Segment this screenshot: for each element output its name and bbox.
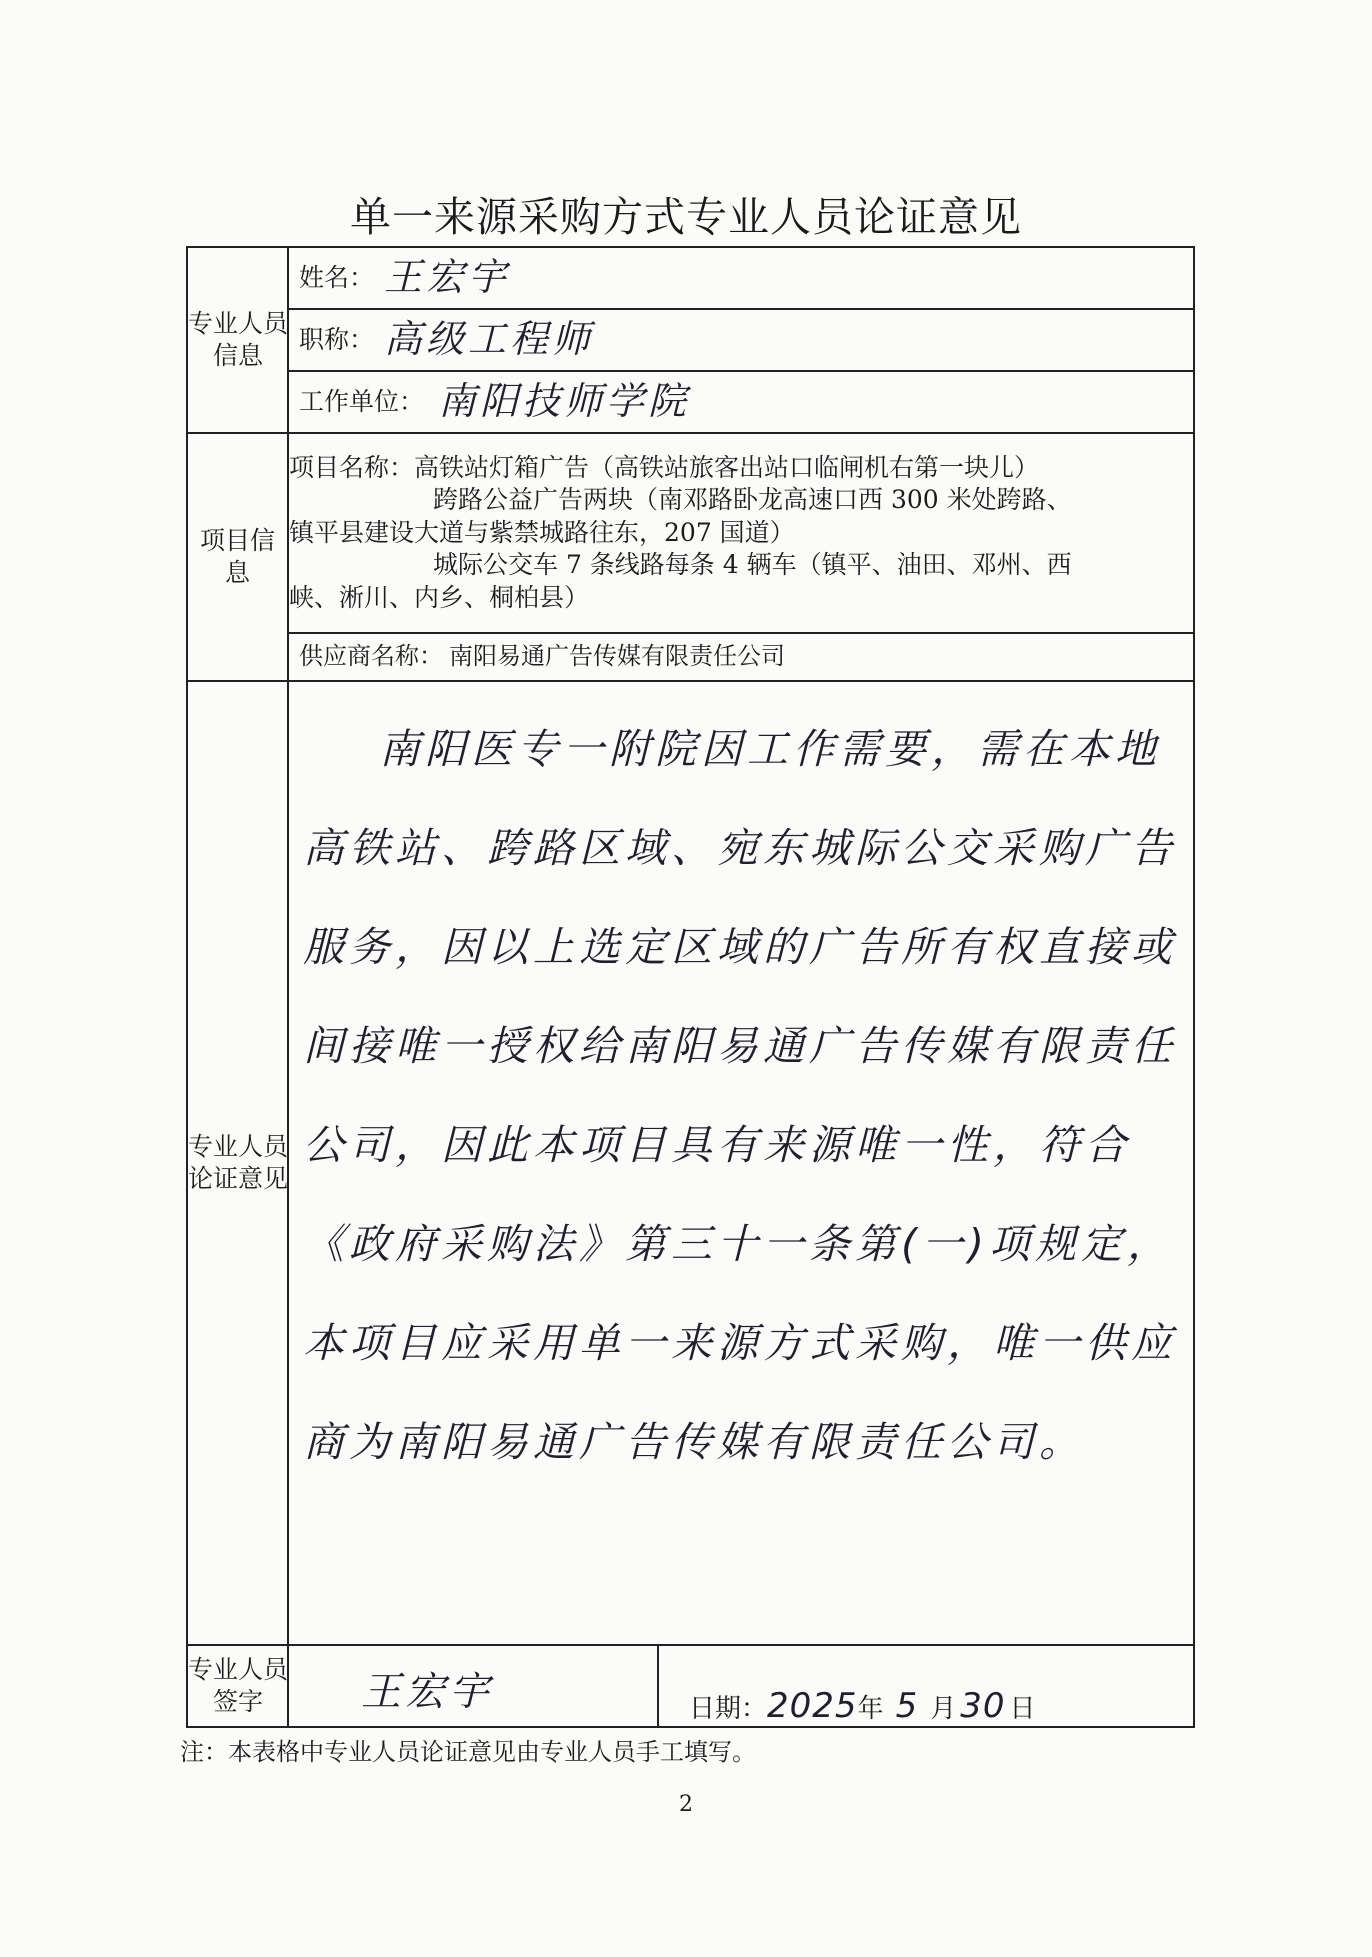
work-unit-label: 工作单位：	[299, 386, 425, 416]
document-title: 单一来源采购方式专业人员论证意见	[350, 193, 1022, 241]
date-year: 2025	[767, 1686, 858, 1726]
opinion-label	[187, 681, 288, 1645]
project-item-3a: 城际公交车 7 条线路每条 4 辆车（镇平、油田、邓州、西	[433, 550, 1072, 580]
date-year-unit: 年	[857, 1694, 884, 1724]
date-month-unit: 月	[930, 1694, 957, 1724]
date-day-unit: 日	[1009, 1694, 1036, 1724]
project-info-label-text: 项目信息	[199, 525, 275, 587]
supplier-value: 南阳易通广告传媒有限责任公司	[449, 642, 785, 671]
project-item-1: 高铁站灯箱广告（高铁站旅客出站口临闸机右第一块儿）	[414, 452, 1040, 482]
signature-handwritten: 王宏宇	[361, 1669, 493, 1715]
job-title-value: 高级工程师	[384, 317, 595, 362]
project-name-cell	[288, 433, 1194, 633]
opinion-label-text: 专业人员论证意见	[188, 1131, 289, 1193]
opinion-cell	[288, 681, 1194, 1645]
supplier-row	[288, 633, 1194, 681]
footnote: 注：本表格中专业人员论证意见由专业人员手工填写。	[180, 1738, 756, 1766]
job-title-label: 职称：	[299, 324, 375, 354]
name-row	[288, 247, 1194, 309]
supplier-label: 供应商名称：	[299, 642, 443, 671]
project-item-3b: 峡、淅川、内乡、桐柏县）	[289, 582, 590, 612]
title-row	[288, 309, 1194, 371]
project-item-2b: 镇平县建设大道与紫禁城路往东，207 国道）	[289, 517, 795, 547]
page-number: 2	[679, 1792, 693, 1817]
signature-label	[187, 1645, 288, 1727]
opinion-text: 南阳医专一附院因工作需要，需在本地高铁站、跨路区域、宛东城际公交采购广告服务，因以上选定区域的广告所有权直接或间接唯一授权给南阳易通广告传媒有限责任公司，因此本项目具有来源唯一性，符合《政府采购法》第三十一条第(一)项规定，本项目应采用单一来源方式采购，唯一供应商为南阳易通广告传媒有限责任公司。	[303, 725, 1177, 1466]
unit-row	[288, 371, 1194, 433]
project-name-label: 项目名称：	[289, 452, 415, 482]
opinion-form	[186, 246, 1195, 1728]
name-label: 姓名：	[299, 262, 375, 292]
date-day: 30	[960, 1686, 1006, 1726]
signature-label-text: 专业人员签字	[188, 1654, 289, 1716]
project-info-label	[187, 433, 288, 681]
staff-info-label	[187, 247, 288, 433]
signature-cell	[288, 1645, 658, 1727]
date-month: 5	[895, 1686, 919, 1726]
date-cell	[658, 1645, 1194, 1727]
staff-info-label-text: 专业人员信息	[188, 308, 289, 370]
date-field	[689, 1684, 1036, 1728]
work-unit-value: 南阳技师学院	[438, 379, 691, 424]
project-name-line1	[289, 453, 1039, 482]
project-item-2a: 跨路公益广告两块（南邓路卧龙高速口西 300 米处跨路、	[433, 485, 1072, 515]
date-label: 日期：	[689, 1694, 768, 1724]
name-value: 王宏宇	[384, 255, 511, 300]
